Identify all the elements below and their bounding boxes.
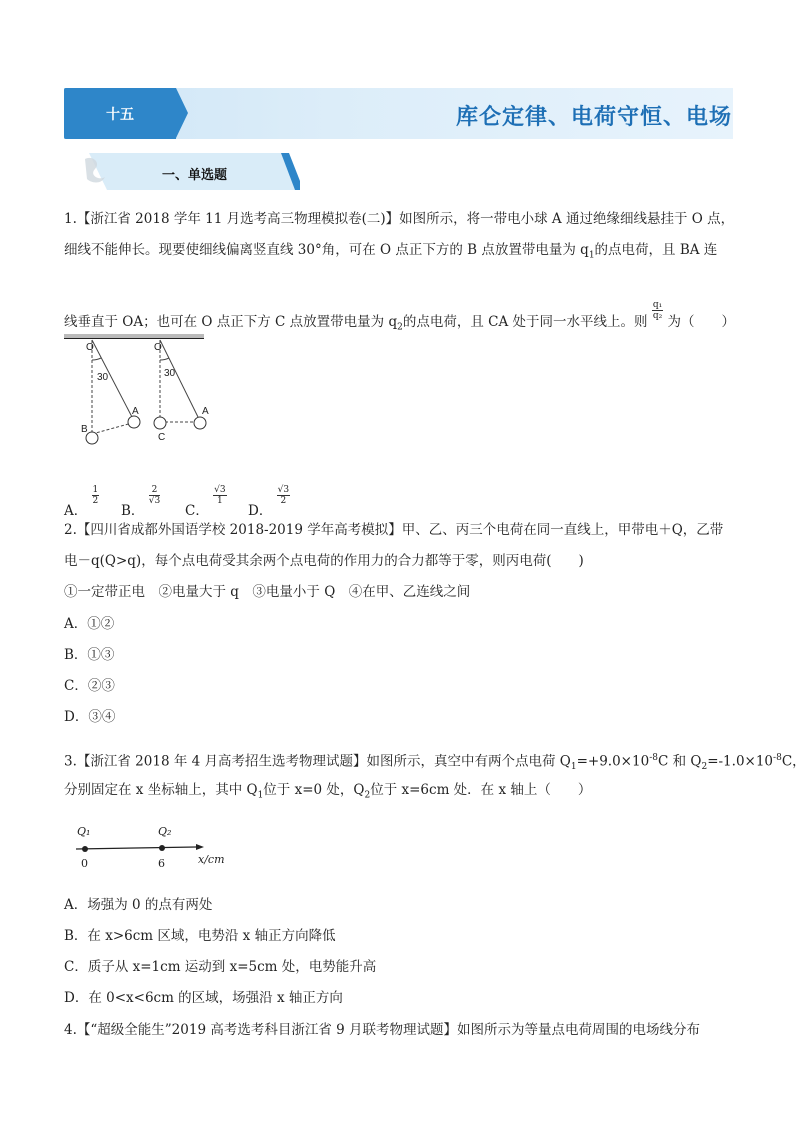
q1-pendulum-figure — [64, 334, 209, 446]
q2-option-a: A．①② — [64, 616, 115, 632]
q2-option-d: D．③④ — [64, 709, 116, 725]
chapter-number-badge: 十五 — [64, 88, 176, 139]
fig-label-angle1: 30 — [97, 372, 109, 383]
fig-label-c: C — [158, 432, 166, 443]
q1-option-a: A． $\frac{1}{2}$ — [64, 485, 99, 519]
q2-line1: 2.【四川省成都外国语学校 2018-2019 学年高考模拟】甲、乙、丙三个电荷在同一直线上，甲带电＋Q，乙带 — [64, 522, 724, 538]
fig-label-o2: O — [154, 342, 162, 353]
q3-line2: 分别固定在 x 坐标轴上，其中 $Q_1$位于 x=0 处，$Q_2$位于 x=6cm 处．在 x 轴上（ ） — [64, 782, 592, 801]
q1-option-c: C． $\frac{√3}{1}$ — [185, 485, 226, 519]
q4-line1: 4.【“超级全能生”2019 高考选考科目浙江省 9 月联考物理试题】如图所示为等量点电荷周围的电场线分布 — [64, 1022, 701, 1038]
fig-label-a2: A — [202, 406, 209, 417]
fig-tick-0: 0 — [81, 857, 88, 870]
q2-statements: ①一定带正电 ②电量大于 q ③电量小于 Q ④在甲、乙连线之间 — [64, 584, 471, 600]
q1-line3: 线垂直于 OA；也可在 O 点正下方 C 点放置带电量为 $q_2$的点电荷，且 CA 处于同一水平线上。则 $\frac{\text{q₁}}{\text{q₂}}$ 为（ ） — [64, 300, 735, 333]
q2-option-b: B．①③ — [64, 647, 115, 663]
fig-label-o1: O — [86, 342, 94, 353]
fig-label-q2: Q₂ — [158, 825, 172, 838]
q1-line1: 1.【浙江省 2018 学年 11 月选考高三物理模拟卷(二)】如图所示，将一带电小球 A 通过绝缘细线悬挂于 O 点， — [64, 211, 735, 227]
q2-line2: 电－q(Q>q)，每个点电荷受其余两个点电荷的作用力的合力都等于零，则丙电荷( ) — [64, 553, 584, 569]
q3-option-c: C．质子从 x=1cm 运动到 x=5cm 处，电势能升高 — [64, 959, 377, 975]
section-title: 一、单选题 — [162, 168, 228, 183]
q1-option-d: D． $\frac{√3}{2}$ — [248, 485, 290, 519]
q3-line1: 3.【浙江省 2018 年 4 月高考招生选考物理试题】如图所示，真空中有两个点电荷 $Q_1=+9.0\times 10^{-8}C$ 和 $Q_2=-1.0\times 10^{-8}C$， — [64, 753, 806, 773]
badge-arrow-decoration — [176, 88, 188, 138]
q1-line2: 细线不能伸长。现要使细线偏离竖直线 30°角，可在 O 点正下方的 B 点放置带电量为 $q_1$的点电荷，且 BA 连 — [64, 242, 718, 261]
fig-axis-label: x/cm — [198, 853, 225, 866]
fig-label-a1: A — [132, 406, 139, 417]
fig-tick-6: 6 — [158, 857, 165, 870]
q3-axis-figure — [70, 822, 230, 872]
q3-option-b: B．在 x>6cm 区域，电势沿 x 轴正方向降低 — [64, 928, 336, 944]
fig-label-q1: Q₁ — [77, 825, 91, 838]
fig-label-angle2: 30 — [164, 368, 176, 379]
chapter-title: 库仑定律、电荷守恒、电场 — [455, 105, 732, 130]
q3-option-d: D．在 0<x<6cm 的区域，场强沿 x 轴正方向 — [64, 990, 343, 1006]
q2-option-c: C．②③ — [64, 678, 115, 694]
q3-option-a: A．场强为 0 的点有两处 — [64, 897, 213, 913]
q1-option-b: B． $\frac{2}{√3}$ — [121, 485, 161, 519]
fig-label-b: B — [81, 424, 88, 435]
